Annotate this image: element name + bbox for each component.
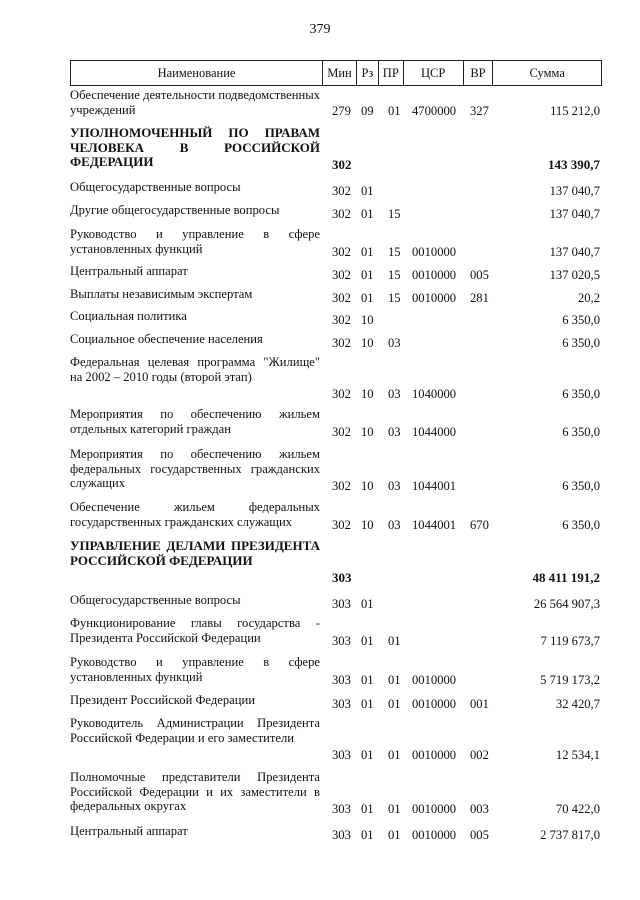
table-row: [70, 88, 602, 118]
cell-pr: 03: [388, 424, 401, 439]
cell-min: 302: [332, 183, 351, 198]
cell-sum: 143 390,7: [548, 156, 600, 172]
cell-rz: 10: [361, 424, 374, 439]
column-header-sum: Сумма: [492, 61, 601, 85]
row-name: Полномочные представители Президента Российской Федерации и их заместители в федеральных округах: [70, 770, 320, 813]
cell-csr: 0010000: [412, 827, 457, 842]
cell-sum: 6 350,0: [562, 335, 600, 350]
cell-pr: 01: [388, 747, 401, 762]
cell-rz: 01: [361, 183, 374, 198]
cell-pr: 01: [388, 103, 401, 118]
cell-rz: 01: [361, 633, 374, 648]
cell-vr: 670: [470, 517, 489, 532]
cell-sum: 32 420,7: [555, 696, 600, 711]
cell-sum: 6 350,0: [562, 517, 600, 532]
cell-sum: 6 350,0: [562, 312, 600, 327]
cell-csr: 1044000: [412, 424, 457, 439]
cell-min: 303: [332, 633, 351, 648]
cell-sum: 137 040,7: [549, 206, 600, 221]
page-number: 379: [309, 22, 331, 37]
cell-min: 303: [332, 827, 351, 842]
table-row: [70, 593, 602, 611]
row-name: Обеспечение жильем федеральных государственных гражданских служащих: [70, 500, 320, 529]
cell-sum: 6 350,0: [562, 478, 600, 493]
cell-pr: 01: [388, 801, 401, 816]
column-header-csr: ЦСР: [403, 61, 463, 85]
row-name: Общегосударственные вопросы: [70, 593, 241, 607]
row-name: УПОЛНОМОЧЕННЫЙ ПО ПРАВАМ ЧЕЛОВЕКА В РОССИЙСКОЙ ФЕДЕРАЦИИ: [70, 125, 320, 169]
table-row: [70, 180, 602, 198]
row-name: Социальное обеспечение населения: [70, 332, 263, 346]
cell-pr: 03: [388, 478, 401, 493]
cell-min: 302: [332, 206, 351, 221]
cell-min: 302: [332, 156, 352, 172]
cell-min: 303: [332, 596, 351, 611]
cell-sum: 70 422,0: [555, 801, 600, 816]
cell-vr: 002: [470, 747, 489, 762]
table-header: [70, 60, 602, 86]
table-row: [70, 500, 602, 532]
cell-min: 302: [332, 478, 351, 493]
cell-rz: 09: [361, 103, 374, 118]
cell-rz: 01: [361, 827, 374, 842]
cell-rz: 10: [361, 478, 374, 493]
cell-pr: 15: [388, 290, 401, 305]
table-row: [70, 716, 602, 762]
cell-min: 303: [332, 696, 351, 711]
table-row: [70, 227, 602, 259]
cell-min: 302: [332, 244, 351, 259]
row-name: Руководитель Администрации Президента Российской Федерации и его заместители: [70, 716, 320, 745]
cell-csr: 0010000: [412, 290, 457, 305]
cell-rz: 01: [361, 596, 374, 611]
row-name: Мероприятия по обеспечению жильем отдельных категорий граждан: [70, 407, 320, 436]
row-name: Функционирование главы государства - Президента Российской Федерации: [70, 616, 320, 645]
table-row: [70, 447, 602, 493]
row-name: Выплаты независимым экспертам: [70, 287, 253, 301]
cell-min: 303: [332, 672, 351, 687]
cell-pr: 15: [388, 244, 401, 259]
cell-vr: 005: [470, 827, 489, 842]
cell-rz: 01: [361, 801, 374, 816]
table-row: [70, 355, 602, 401]
cell-vr: 005: [470, 267, 489, 282]
row-name: Общегосударственные вопросы: [70, 180, 241, 194]
cell-min: 302: [332, 267, 351, 282]
cell-sum: 5 719 173,2: [540, 672, 600, 687]
cell-pr: 01: [388, 696, 401, 711]
cell-sum: 7 119 673,7: [540, 633, 600, 648]
table-row: [70, 264, 602, 282]
cell-csr: 4700000: [412, 103, 457, 118]
column-header-min: Мин: [322, 61, 356, 85]
cell-vr: 281: [470, 290, 489, 305]
cell-pr: 15: [388, 206, 401, 221]
cell-vr: 327: [470, 103, 489, 118]
cell-sum: 137 040,7: [549, 183, 600, 198]
table-row: [70, 332, 602, 350]
cell-sum: 6 350,0: [562, 424, 600, 439]
cell-rz: 10: [361, 335, 374, 350]
row-name: Президент Российской Федерации: [70, 693, 255, 707]
cell-vr: 003: [470, 801, 489, 816]
cell-csr: 0010000: [412, 267, 457, 282]
cell-pr: 03: [388, 517, 401, 532]
row-name: Центральный аппарат: [70, 824, 188, 838]
column-header-name: Наименование: [157, 65, 236, 80]
row-name: Центральный аппарат: [70, 264, 188, 278]
cell-sum: 137 040,7: [549, 244, 600, 259]
cell-sum: 12 534,1: [555, 747, 600, 762]
column-header-vr: ВР: [463, 61, 493, 85]
cell-pr: 03: [388, 386, 401, 401]
cell-min: 303: [332, 747, 351, 762]
column-header-rz: Рз: [356, 61, 378, 85]
cell-sum: 115 212,0: [550, 103, 600, 118]
cell-rz: 10: [361, 386, 374, 401]
cell-rz: 01: [361, 244, 374, 259]
cell-sum: 48 411 191,2: [532, 569, 600, 585]
cell-rz: 01: [361, 290, 374, 305]
cell-sum: 26 564 907,3: [533, 596, 600, 611]
cell-sum: 20,2: [577, 290, 600, 305]
cell-csr: 0010000: [412, 696, 457, 711]
row-name: Руководство и управление в сфере установленных функций: [70, 655, 320, 684]
cell-min: 303: [332, 801, 351, 816]
cell-min: 302: [332, 312, 351, 327]
cell-min: 279: [332, 103, 351, 118]
table-row: [70, 770, 602, 816]
table-row: [70, 287, 602, 305]
cell-pr: 15: [388, 267, 401, 282]
cell-pr: 01: [388, 827, 401, 842]
cell-csr: 0010000: [412, 244, 457, 259]
cell-pr: 03: [388, 335, 401, 350]
cell-rz: 10: [361, 312, 374, 327]
cell-min: 302: [332, 517, 351, 532]
cell-sum: 2 737 817,0: [540, 827, 600, 842]
cell-rz: 01: [361, 206, 374, 221]
table-row: [70, 203, 602, 221]
cell-rz: 01: [361, 672, 374, 687]
row-name: Руководство и управление в сфере установленных функций: [70, 227, 320, 256]
cell-min: 302: [332, 335, 351, 350]
cell-rz: 01: [361, 267, 374, 282]
cell-csr: 0010000: [412, 801, 457, 816]
table-row: [70, 824, 602, 842]
cell-rz: 10: [361, 517, 374, 532]
table-row: [70, 407, 602, 439]
cell-csr: 0010000: [412, 747, 457, 762]
cell-min: 302: [332, 424, 351, 439]
row-name: Мероприятия по обеспечению жильем федеральных государственных гражданских служащих: [70, 447, 320, 490]
cell-vr: 001: [470, 696, 489, 711]
cell-min: 303: [332, 569, 352, 585]
row-name: Другие общегосударственные вопросы: [70, 203, 280, 217]
cell-pr: 01: [388, 672, 401, 687]
cell-min: 302: [332, 386, 351, 401]
column-header-pr: ПР: [378, 61, 403, 85]
row-name: Социальная политика: [70, 309, 187, 323]
cell-rz: 01: [361, 696, 374, 711]
cell-csr: 0010000: [412, 672, 457, 687]
cell-min: 302: [332, 290, 351, 305]
cell-sum: 6 350,0: [562, 386, 600, 401]
table-row: [70, 655, 602, 687]
cell-pr: 01: [388, 633, 401, 648]
table-row: [70, 616, 602, 648]
table-row: [70, 539, 602, 585]
table-row: [70, 693, 602, 711]
cell-csr: 1040000: [412, 386, 457, 401]
row-name: Федеральная целевая программа "Жилище" на 2002 – 2010 годы (второй этап): [70, 355, 320, 384]
cell-sum: 137 020,5: [549, 267, 600, 282]
row-name: Обеспечение деятельности подведомственных учреждений: [70, 88, 320, 117]
table-row: [70, 126, 602, 172]
cell-csr: 1044001: [412, 478, 457, 493]
cell-rz: 01: [361, 747, 374, 762]
table-row: [70, 309, 602, 327]
row-name: УПРАВЛЕНИЕ ДЕЛАМИ ПРЕЗИДЕНТА РОССИЙСКОЙ ФЕДЕРАЦИИ: [70, 538, 320, 568]
cell-csr: 1044001: [412, 517, 457, 532]
